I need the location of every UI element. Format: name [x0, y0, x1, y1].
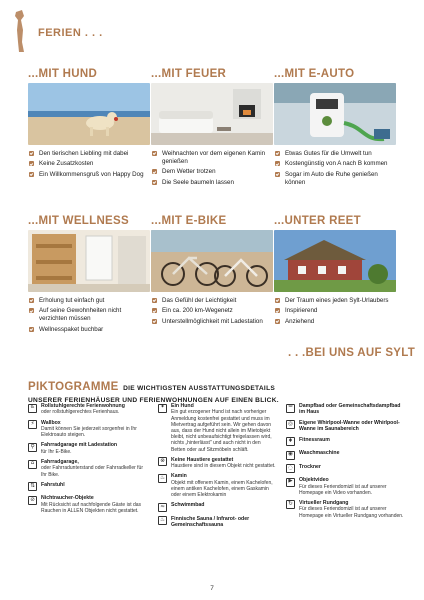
pictogram-description: oder Fahrradunterstand oder Fahrradkeller für Ihr Bike. — [41, 465, 143, 478]
section-hund — [28, 67, 150, 181]
pictogram-item — [286, 477, 404, 496]
bullet: Kostengünstig von A nach B kommen — [274, 160, 396, 168]
pictogram-text — [299, 437, 404, 443]
pictogram-text — [41, 420, 146, 439]
pictogram-description: Für dieses Feriendomizil ist auf unserer Homepage ein Video vorhanden. — [299, 483, 387, 496]
pictogram-item — [28, 482, 146, 492]
pictogram-description: oder rollstuhlgerechtes Ferienhaus. — [41, 409, 120, 416]
pictogram-item — [28, 442, 146, 455]
pictogram-title: Keine Haustiere gestattet — [171, 456, 234, 463]
pictogram-title: Objektvideo — [299, 477, 329, 484]
pictogram-item — [286, 464, 404, 474]
bullet: Die Seele baumeln lassen — [151, 179, 273, 187]
pictogram-title: Waschmaschine — [299, 450, 340, 457]
bullet: Ein ca. 200 km-Wegenetz — [151, 307, 273, 315]
dryer-icon: ◌ — [286, 464, 295, 473]
pictogram-text — [171, 473, 276, 498]
pictogram-description: Mit Rücksicht auf nachfolgende Gäste ist das Rauchen in ALLEN Objekten nicht gestattet. — [41, 501, 142, 514]
bullet: Inspirierend — [274, 307, 396, 315]
whirlpool-icon: ◎ — [286, 420, 295, 429]
pictogram-title: Ein Hund — [171, 403, 194, 409]
pool-icon: ≈ — [158, 503, 167, 512]
pictogram-text — [41, 459, 146, 478]
pictogram-text — [171, 502, 276, 508]
pictogram-title: Wallbox — [41, 419, 61, 426]
pictogram-description: Haustiere sind in diesem Objekt nicht gestattet. — [171, 463, 276, 470]
pictograms-subtitle: DIE WICHTIGSTEN AUSSTATTUNGSDETAILS — [123, 385, 276, 392]
fitness-icon: ♦ — [286, 437, 295, 446]
bullet: Weihnachten vor dem eigenen Kamin genießen — [151, 150, 273, 166]
bullet: Anziehend — [274, 318, 396, 326]
bullet: Der Traum eines jeden Sylt-Urlaubers — [274, 297, 396, 305]
sauna-icon: ♨ — [158, 516, 167, 525]
pictogram-item — [28, 459, 146, 478]
pictogram-description: Damit können Sie jederzeit sorgenfrei in Ihr Elektroauto steigen. — [41, 426, 137, 439]
pictogram-text — [299, 450, 404, 456]
pictogram-title: Virtueller Rundgang — [299, 499, 349, 506]
pictogram-item — [28, 495, 146, 514]
pictogram-description: Für dieses Feriendomizil ist auf unserer Homepage ein Virtueller Rundgang vorhanden. — [299, 506, 404, 519]
pictogram-text — [299, 403, 404, 416]
bullet: Unterstellmöglichkeit mit Ladestation — [151, 318, 273, 326]
section-heading: ...MIT E-AUTO — [274, 68, 355, 80]
pictogram-item — [286, 403, 404, 416]
pictogram-description: für Ihr E-Bike. — [41, 448, 72, 455]
pictogram-text — [41, 442, 146, 455]
pictogram-column-2 — [158, 403, 276, 533]
pictogram-text — [41, 495, 146, 514]
pictogram-item — [286, 450, 404, 460]
bullet: Auf seine Gewohnheiten nicht verzichten müssen — [28, 307, 150, 323]
pictogram-item — [28, 403, 146, 416]
section-e-auto — [274, 67, 396, 189]
living-room-fireplace-photo — [151, 83, 273, 145]
bullet: Wellnesspaket buchbar — [28, 326, 150, 334]
section-e-bike — [151, 214, 273, 328]
video-icon: ▶ — [286, 478, 295, 487]
pictogram-title: Nichtraucher-Objekte — [41, 495, 94, 502]
pictogram-text — [299, 464, 404, 470]
elevator-icon: ⇅ — [28, 482, 37, 491]
pictogram-title: Eigene Whirlpool-Wanne oder Whirlpool-Wanne im Saunabereich — [299, 419, 400, 433]
section-heading: ...MIT E-BIKE — [151, 215, 227, 227]
dog-on-beach-photo — [28, 83, 150, 145]
section-wellness — [28, 214, 150, 336]
bullet: Das Gefühl der Leichtigkeit — [151, 297, 273, 305]
pictogram-text — [299, 500, 404, 519]
wheelchair-icon: ♿ — [28, 404, 37, 413]
pictograms-title: PIKTOGRAMME — [28, 381, 119, 393]
bike-garage-icon: ⌂ — [28, 460, 37, 469]
sauna-room-photo — [28, 230, 150, 292]
pictogram-title: Trockner — [299, 463, 321, 470]
pictogram-item — [158, 502, 276, 512]
pictogram-title: Dampfbad oder Gemeinschaftsdampfbad im Haus — [299, 403, 401, 416]
wallbox-icon: ⚡ — [28, 420, 37, 429]
e-bikes-photo — [151, 230, 273, 292]
pictogram-item — [158, 473, 276, 498]
pictograms-heading — [28, 377, 398, 404]
section-feuer — [151, 67, 273, 189]
bike-garage-charging-icon: ⚲ — [28, 443, 37, 452]
virtual-tour-icon: ↻ — [286, 500, 295, 509]
pictogram-item — [158, 516, 276, 529]
washing-machine-icon: ◉ — [286, 451, 295, 460]
section-heading: ...MIT FEUER — [151, 68, 227, 80]
pictogram-text — [171, 403, 276, 453]
pictogram-title: Fitnessraum — [299, 436, 330, 443]
pictogram-item — [158, 457, 276, 470]
pictogram-item — [28, 420, 146, 439]
pictogram-item — [286, 437, 404, 447]
pictogram-description: Ein gut erzogener Hund ist nach vorheriger Anmeldung kostenfrei gestattet und muss im Mietvertrag aufgeführt sein. Wir gehen davon aus, dass der Hund nicht allein im Mietobjekt bleibt, nicht unbeaufsichtigt freigelassen wird, nichts „hinterlässt" und auch nicht in den Betten oder auf Sitzmöbeln schläft. — [171, 409, 272, 453]
bullet: Den tierischen Liebling mit dabei — [28, 150, 150, 158]
fireplace-icon: ♨ — [158, 474, 167, 483]
section-heading: ...UNTER REET — [274, 215, 361, 227]
pictogram-item — [158, 403, 276, 453]
pictogram-column-3 — [286, 403, 404, 523]
bullet: Etwas Gutes für die Umwelt tun — [274, 150, 396, 158]
pictogram-text — [41, 482, 146, 488]
section-heading: ...MIT HUND — [28, 68, 98, 80]
pictogram-item — [286, 500, 404, 519]
bullet: Ein Willkommensgruß von Happy Dog — [28, 171, 150, 179]
pictogram-description: Objekt mit offenem Kamin, einem Kachelofen, einem antiken Kachelofen, einem Gaskamin oder einem Elektrokamin — [171, 479, 273, 499]
dog-icon: ✦ — [158, 404, 167, 413]
page-number: 7 — [210, 585, 214, 592]
pictogram-text — [299, 420, 404, 433]
pictogram-text — [41, 403, 146, 416]
page-header-title: FERIEN . . . — [38, 27, 103, 39]
pictogram-title: Fahrstuhl — [41, 481, 65, 488]
pictogram-title: Finnische Sauna / Infrarot- oder Gemeinschaftssauna — [171, 515, 250, 529]
charging-station-photo — [274, 83, 396, 145]
no-pets-icon: ⊗ — [158, 457, 167, 466]
pictogram-title: Fahrradgarage, — [41, 459, 79, 466]
pictogram-text — [171, 516, 276, 529]
pictogram-title: Schwimmbad — [171, 502, 205, 509]
bullet: Erholung tut einfach gut — [28, 297, 150, 305]
section-heading: ...MIT WELLNESS — [28, 215, 129, 227]
sylt-tagline: . . .BEI UNS AUF SYLT — [288, 347, 416, 359]
steam-bath-icon: ♒ — [286, 404, 295, 413]
pictogram-item — [286, 420, 404, 433]
section-unter-reet — [274, 214, 396, 328]
pictograms-subtitle-line2: UNSERER FERIENHÄUSER UND FERIENWOHNUNGEN AUF EINEN BLICK. — [28, 397, 279, 404]
pictogram-text — [299, 477, 404, 496]
pictogram-title: Rollstuhlgerechte Ferienwohnung — [41, 403, 125, 409]
pictogram-title: Fahrradgarage mit Ladestation — [41, 442, 118, 449]
thatched-house-photo — [274, 230, 396, 292]
pictogram-text — [171, 457, 276, 470]
bullet: Keine Zusatzkosten — [28, 160, 150, 168]
sylt-logo-icon — [12, 8, 32, 54]
non-smoking-icon: ⊘ — [28, 496, 37, 505]
pictogram-column-1 — [28, 403, 146, 518]
bullet: Sogar im Auto die Ruhe genießen können — [274, 171, 396, 187]
bullet: Dem Wetter trotzen — [151, 168, 273, 176]
pictogram-title: Kamin — [171, 473, 187, 480]
